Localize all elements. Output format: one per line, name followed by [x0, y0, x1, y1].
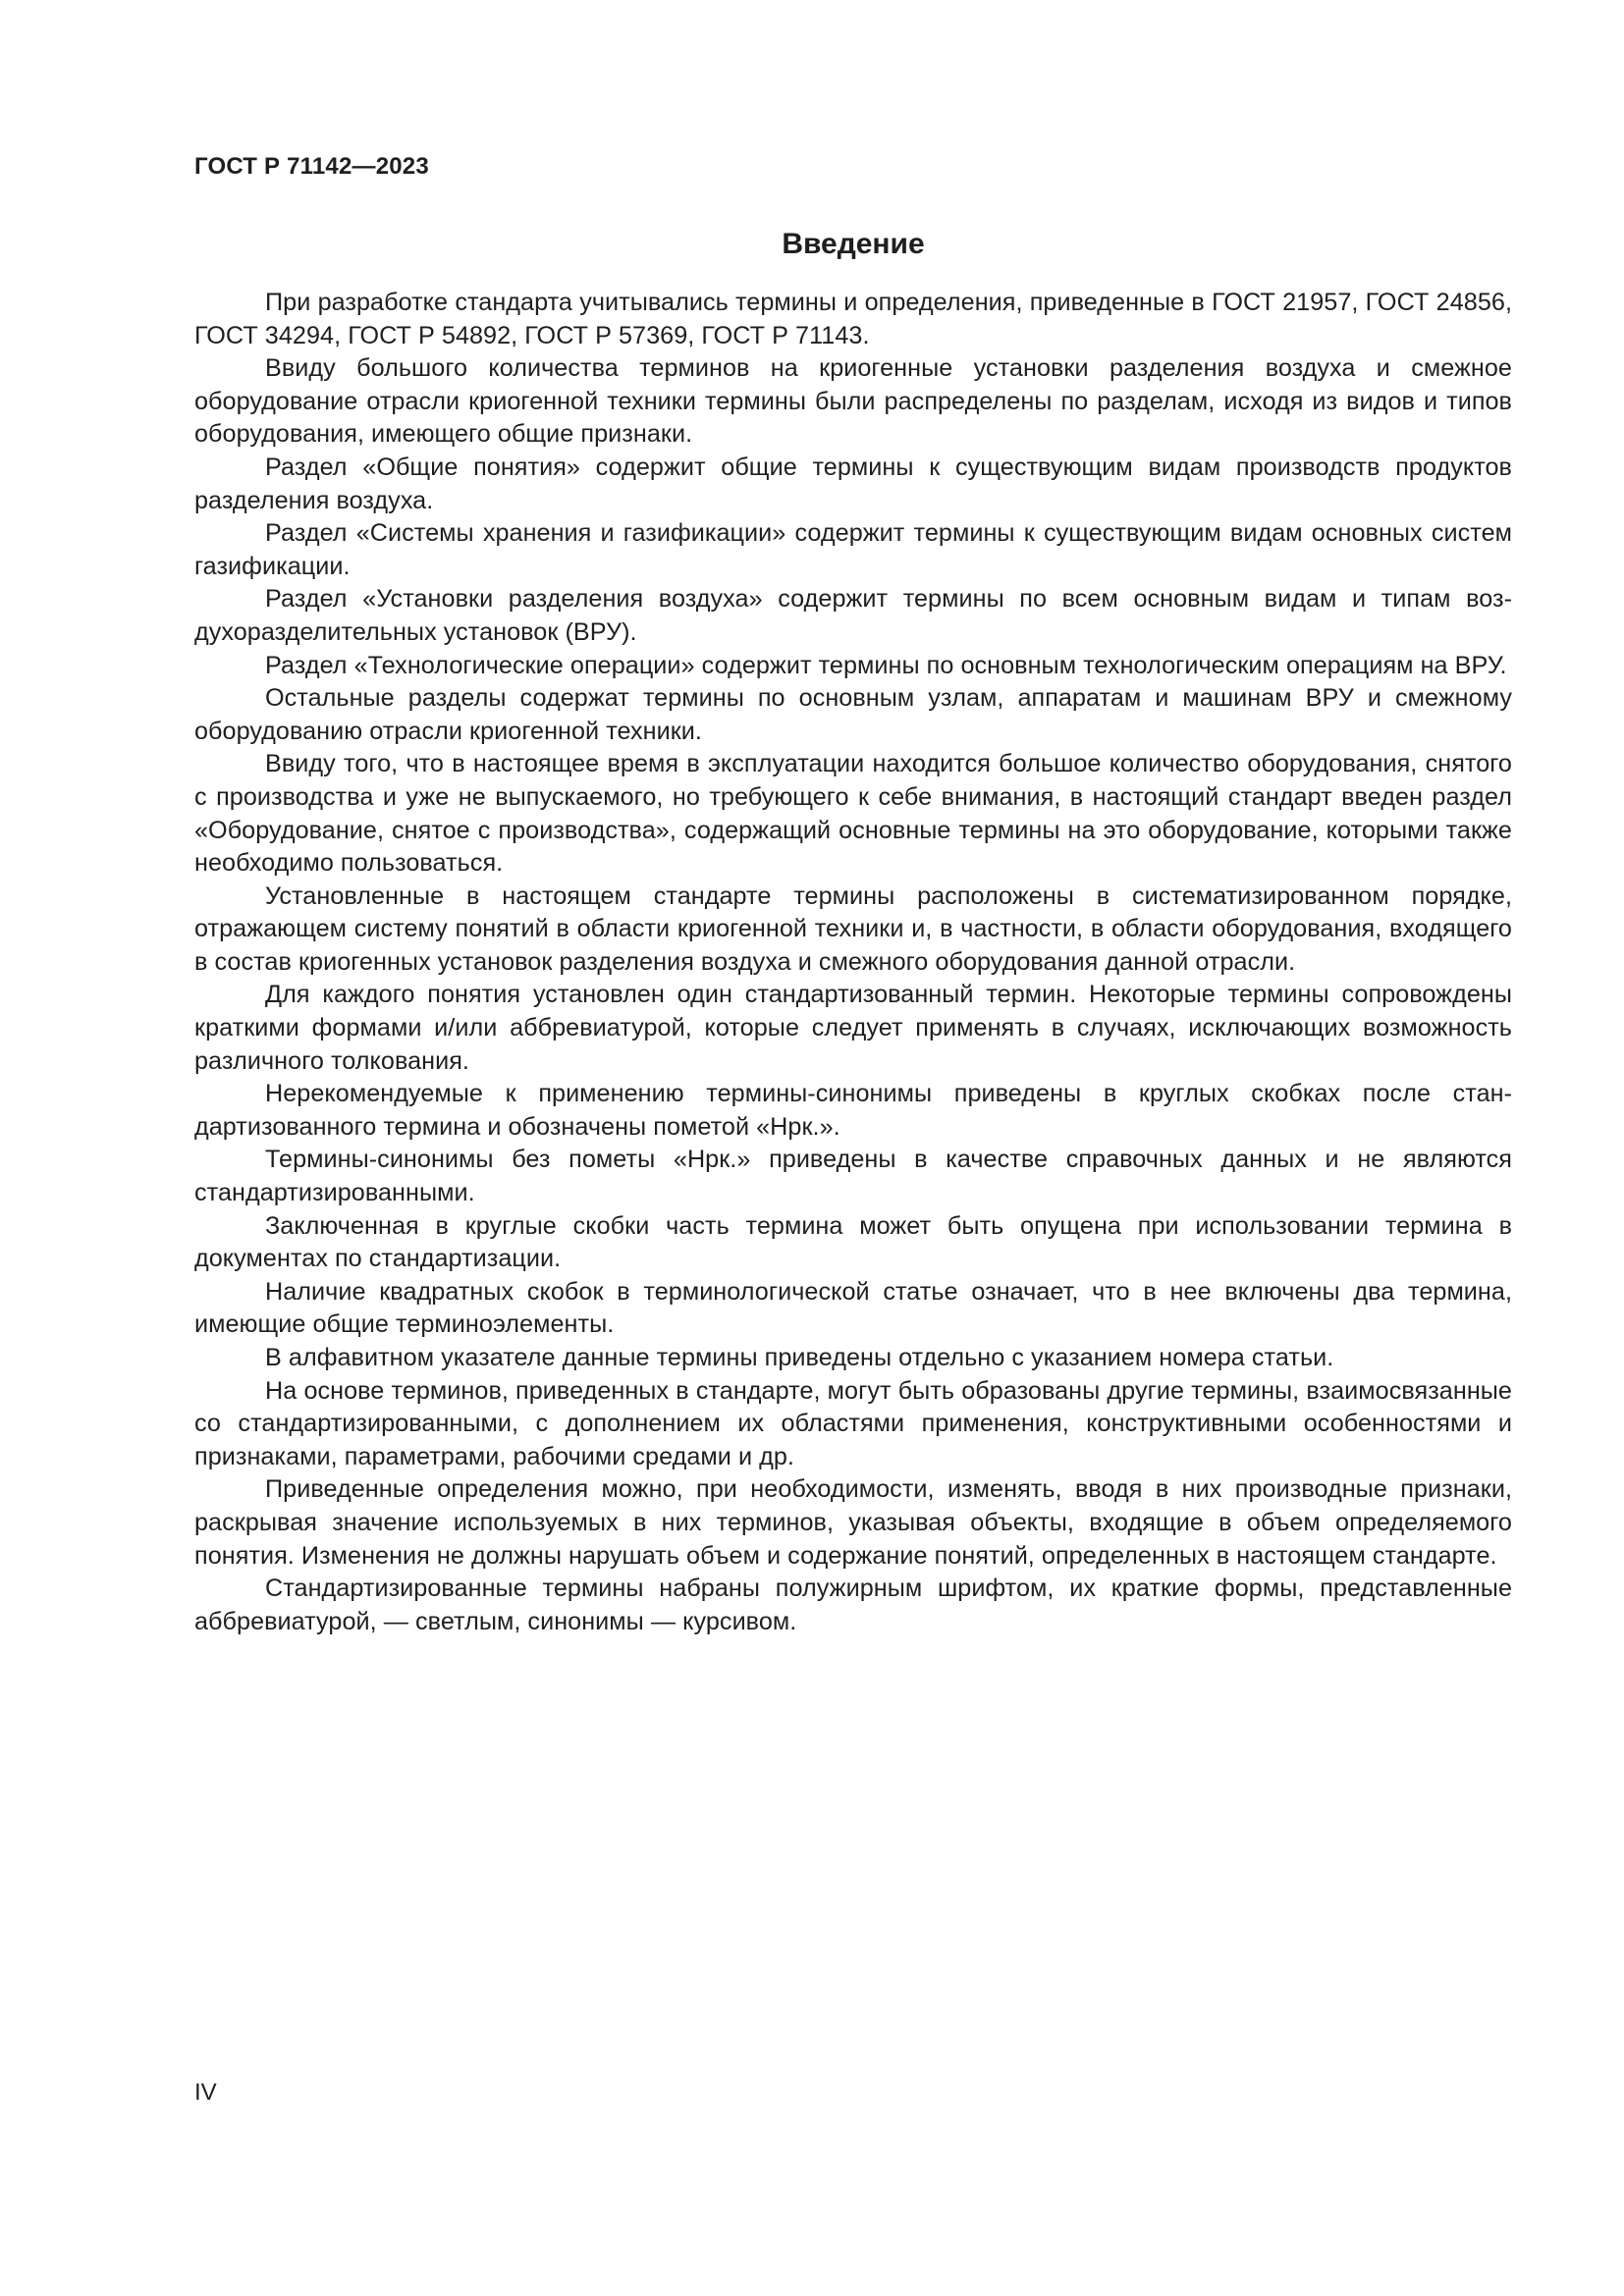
paragraph: Раздел «Общие понятия» содержит общие термины к существующим видам производств продуктов разделения воздуха.: [194, 453, 1512, 514]
paragraph: Раздел «Установки разделения воздуха» содержит термины по всем основным видам и типам воздухоразделительных установок (ВРУ).: [194, 585, 1512, 646]
paragraph: Стандартизированные термины набраны полужирным шрифтом, их краткие формы, представленные аббревиатурой, — светлым, синонимы — курсивом.: [194, 1575, 1512, 1635]
paragraph: При разработке стандарта учитывались термины и определения, приведенные в ГОСТ 21957, ГОСТ 24856, ГОСТ 34294, ГОСТ Р 54892, ГОСТ Р 57369, ГОСТ Р 71143.: [194, 289, 1512, 349]
paragraph: В алфавитном указателе данные термины приведены отдельно с указанием номера статьи.: [265, 1344, 1334, 1371]
document-code: ГОСТ Р 71142—2023: [194, 153, 429, 180]
section-title: Введение: [782, 228, 925, 260]
paragraph: Заключенная в круглые скобки часть термина может быть опущена при использовании термина в документах по стандартизации.: [194, 1211, 1512, 1273]
paragraph: Установленные в настоящем стандарте термины расположены в систематизированном порядке, отражающем систему понятий в области криогенной техники и, в частности, в области оборудования, входящего в состав криогенных установок разделения воздуха и смежного оборудования данной отрасли.: [194, 881, 1512, 976]
paragraph: Остальные разделы содержат термины по основным узлам, аппаратам и машинам ВРУ и смежному оборудованию отрасли криогенной техники.: [194, 684, 1512, 745]
paragraph: Раздел «Технологические операции» содержит термины по основным технологическим операциям на ВРУ.: [265, 651, 1507, 679]
paragraph: Раздел «Системы хранения и газификации» содержит термины к существующим видам основных систем газификации.: [194, 519, 1512, 580]
page-number: IV: [194, 2079, 217, 2106]
paragraph: На основе терминов, приведенных в стандарте, могут быть образованы другие термины, взаимосвязанные со стандартизированными, с дополнением их областями применения, конструктивными особенностями и признаками, параметрами, рабочими средами и др.: [194, 1376, 1512, 1470]
paragraph: Для каждого понятия установлен один стандартизованный термин. Некоторые термины сопровождены краткими формами и/или аббревиатурой, которые следует применять в случаях, исключающих возможность различного толкования.: [194, 981, 1512, 1075]
paragraph: Ввиду того, что в настоящее время в эксплуатации находится большое количество оборудования, снятого с производства и уже не выпускаемого, но требующего к себе внимания, в настоящий стандарт введен раздел «Оборудование, снятое с производства», содержащий основные термины на это оборудование, которыми также необходимо пользоваться.: [194, 750, 1512, 878]
paragraph: Наличие квадратных скобок в терминологической статье означает, что в нее включены два термина, имеющие общие терминоэлементы.: [194, 1277, 1512, 1339]
paragraph: Ввиду большого количества терминов на криогенные установки разделения воздуха и смежное оборудование отрасли криогенной техники термины были распределены по разделам, исходя из видов и типов оборудования, имеющего общие признаки.: [194, 354, 1512, 449]
paragraph: Нерекомендуемые к применению термины-синонимы приведены в круглых скобках после стандартизованного термина и обозначены пометой «Нрк.».: [194, 1080, 1512, 1141]
paragraph: Приведенные определения можно, при необходимости, изменять, вводя в них производные признаки, раскрывая значение используемых в них терминов, указывая объекты, входящие в объем определяемого понятия. Изменения не должны нарушать объем и содержание понятий, определенных в настоящем стандарте.: [194, 1475, 1512, 1570]
paragraph: Термины-синонимы без пометы «Нрк.» приведены в качестве справочных данных и не являются стандартизированными.: [194, 1146, 1512, 1207]
introduction-body: [194, 287, 1512, 1638]
